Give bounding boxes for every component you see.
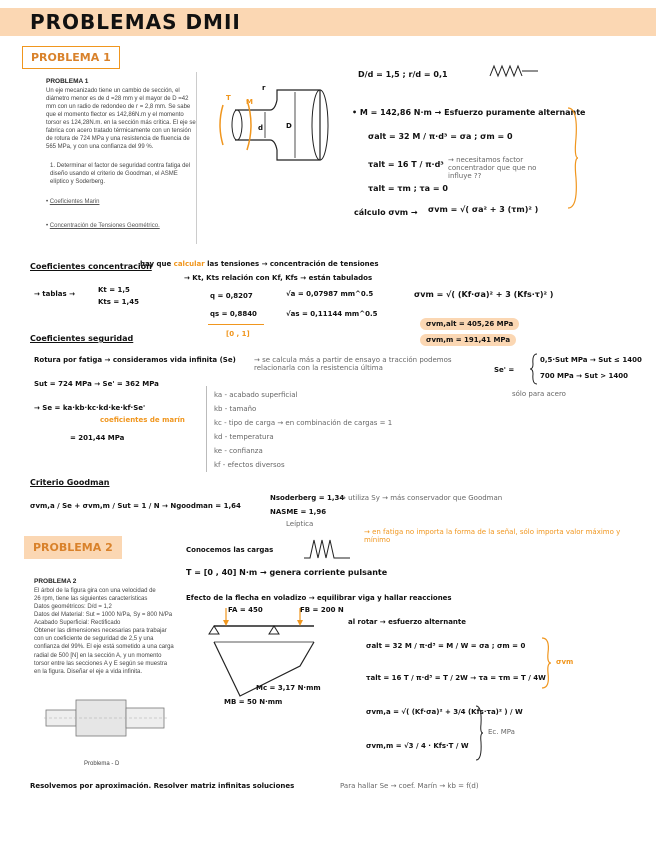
problem1-statement-block: PROBLEMA 1 Un eje mecanizado tiene un cambio de sección, el diámetro menor es de d =28 mm y el mayor de D =42 mm con un radio de redondeo de r = 2,8 mm. Se sabe que el momento flector es 142,86N.m y el momento torsor es 124,28N.m. en la sección más crítica. El eje se fabrica con acero tratado térmicamente con un tensión de rotura de 724 MPa y una resistencia de fluencia de 565 MPa, y con una confianza del 99 %. 1. Determinar el factor de seguridad contra fatiga del diseño usando el criterio de Goodman, el ASME elíptico y Soderberg. • Coeficientes Marin • Concentración de Tensiones Geométrico.: [46, 78, 196, 229]
problem2-tag: PROBLEMA 2: [24, 536, 122, 559]
factor-ka: ka - acabado superficial: [214, 391, 298, 399]
p1-ratios: D/d = 1,5 ; r/d = 0,1: [358, 70, 448, 79]
sut-line: Sut = 724 MPa → Se' = 362 MPa: [34, 380, 159, 388]
p2-force-b: FB = 200 N: [300, 606, 344, 614]
problem2-pdf-line-3: Datos geométricos: D/d = 1,2: [34, 603, 112, 610]
p2-svm-m: σvm,m = √3 / 4 · Kfs·T / W: [366, 742, 469, 750]
se-prime-case2: 700 MPa → Sut > 1400: [540, 372, 629, 380]
se-value: = 201,44 MPa: [70, 434, 125, 442]
soderberg-result: Nsoderberg = 1,34: [270, 494, 345, 502]
problem2-pdf-line-1: El árbol de la figura gira con una velocidad de: [34, 587, 156, 594]
p1-tau-alt: τalt = 16 T / π·d³: [368, 160, 444, 169]
factor-kf: kf - efectos diversos: [214, 461, 285, 469]
asme-note: Leíptica: [286, 520, 314, 528]
p1-sigma-alt: σalt = 32 M / π·d³ = σa ; σm = 0: [368, 132, 513, 141]
p2-side-note: → en fatiga no importa la forma de la señal, sólo importa valor máximo y mínimo: [364, 528, 621, 544]
solo-acero-note: sólo para acero: [512, 390, 566, 398]
problem1-pdf-task: 1. Determinar el factor de seguridad contra fatiga del diseño usando el criterio de Goodman, el ASME elíptico y Soderberg.: [50, 162, 191, 185]
p2-torque: T = [0 , 40] N·m → genera corriente pulsante: [186, 568, 388, 577]
sqrt-a-value: √a = 0,07987 mm^0.5: [286, 290, 374, 298]
p1-calc-label: cálculo σvm →: [354, 208, 418, 217]
qs-value: qs = 0,8840: [210, 310, 257, 318]
p1-svm-formula: σvm = √( σa² + 3 (τm)² ): [428, 205, 539, 214]
factor-kd: kd - temperatura: [214, 433, 274, 441]
pdf-divider: [196, 72, 197, 244]
concentration-heading: Coeficientes concentración: [30, 262, 152, 271]
figure-label-d: d: [258, 124, 264, 132]
kts-value: Kts = 1,45: [98, 298, 139, 306]
p2-alternating-note: al rotar → esfuerzo alternante: [348, 618, 466, 626]
safety-line1-note: → se calcula más a partir de ensayo a tracción podemos relacionarla con la resistencia última: [254, 356, 452, 372]
p2-moment-c: Mc = 3,17 N·mm: [256, 684, 321, 692]
factor-kc: kc - tipo de carga → en combinación de cargas = 1: [214, 419, 393, 427]
problem1-pdf-statement: Un eje mecanizado tiene un cambio de sección, el diámetro menor es de d =28 mm y el mayor de D =42 mm con un radio de redondeo de r = 2,8 mm. Se sabe que el momento flector es 142,86N.m y el momento torsor es 124,28N.m. en la sección más crítica. El eje se fabrica con acero tratado térmicamente con un tensión de rotura de 724 MPa y una resistencia de fluencia de 565 MPa, y con una confianza del 99 %.: [46, 87, 196, 151]
problem2-pdf-line-2: 26 rpm, tiene las siguientes características: [34, 595, 148, 602]
p1-tau-m: τalt = τm ; τa = 0: [368, 184, 448, 193]
shaft-figure: [225, 80, 335, 170]
p2-sigma-alt: σalt = 32 M / π·d³ = M / W = σa ; σm = 0: [366, 642, 526, 650]
problem2-pdf-line-4: Datos del Material: Sut = 1000 N/Pa, Sy = 800 N/Pa: [34, 612, 173, 619]
p1-brace: [566, 108, 580, 208]
goodman-formula: σvm,a / Se + σvm,m / Sut = 1 / N → Ngoodman = 1,64: [30, 502, 241, 510]
problem2-pdf-line-5: Acabado Superficial: Rectificado: [34, 620, 121, 627]
problem2-pdf-line-6: Obtener las dimensiones necesarias para trabajar con un coeficiente de seguridad de 2,5 y una confianza del 99%. El eje está sometido a una carga radial de 500 [N] en la sección A, y un momento torsor entre las secciones A y E según se muestra en la figura. Diseñar el eje a vida infinita.: [34, 628, 174, 675]
se-formula: → Se = ka·kb·kc·kd·ke·kf·Se': [34, 404, 146, 412]
marin-factors-list: [214, 388, 392, 472]
p2-flecha: Efecto de la flecha en voladizo → equilibrar viga y hallar reacciones: [186, 594, 452, 602]
svm-alt-result: σvm,alt = 405,26 MPa: [420, 318, 519, 330]
q-range-underline: [208, 324, 264, 325]
factor-ke: ke - confianza: [214, 447, 263, 455]
marin-note: coeficientes de marín: [100, 416, 185, 424]
p2-tau-alt: τalt = 16 T / π·d³ = T / 2W → τa = τm = T / 4W: [366, 674, 546, 682]
link-concentracion-tensiones[interactable]: Concentración de Tensiones Geométrico.: [49, 222, 160, 229]
alternating-wave-icon: [490, 64, 540, 80]
p2-known-loads: Conocemos las cargas: [186, 546, 274, 554]
p1-tau-note: → necesitamos factor concentrador que que no influye ??: [448, 156, 537, 180]
figure-label-T: T: [226, 94, 231, 102]
link-coeficientes-marin[interactable]: Coeficientes Marin: [49, 198, 100, 205]
se-prime-label: Se' =: [494, 366, 515, 374]
figure-label-D: D: [286, 122, 292, 130]
p2-footer-left: Resolvemos por aproximación. Resolver matriz infinitas soluciones: [30, 782, 295, 790]
q-value: q = 0,8207: [210, 292, 253, 300]
page-title: PROBLEMAS DMII: [30, 10, 241, 34]
safety-line1: Rotura por fatiga → consideramos vida infinita (Se): [34, 356, 236, 364]
concentration-note-post: las tensiones → concentración de tensiones: [207, 260, 379, 268]
problem2-pdf-heading: PROBLEMA 2: [34, 578, 77, 585]
kt-value: Kt = 1,5: [98, 286, 130, 294]
problem2-statement-block: [34, 578, 174, 676]
safety-heading: Coeficientes seguridad: [30, 334, 134, 343]
problem2-shaft-figure: [44, 688, 169, 748]
p1-moment: • M = 142,86 N·m → Esfuerzo puramente alternante: [352, 108, 586, 117]
figure-label-r: r: [262, 84, 266, 92]
figure-label-M: M: [246, 98, 253, 106]
problem1-tag: PROBLEMA 1: [22, 46, 120, 69]
se-prime-case1: 0,5·Sut MPa → Sut ≤ 1400: [540, 356, 642, 364]
q-range: [0 , 1]: [226, 330, 250, 338]
p2-force-a: FA = 450: [228, 606, 263, 614]
p2-brace: [540, 638, 552, 688]
kt-relation-line: → Kt, Kts relación con Kf, Kfs → están tabulados: [184, 274, 373, 282]
factor-kb: kb - tamaño: [214, 405, 257, 413]
problem2-caption: Problema - D: [84, 761, 120, 767]
svm-m-result: σvm,m = 191,41 MPa: [420, 334, 516, 346]
soderberg-note: → utiliza Sy → más conservador que Goodman: [340, 494, 503, 502]
p2-brace-2: [474, 706, 484, 760]
pulsating-wave-icon: [304, 538, 354, 560]
p2-svm-label: σvm: [556, 658, 574, 666]
factors-divider: [206, 386, 207, 472]
goodman-heading: Criterio Goodman: [30, 478, 110, 487]
p2-svm-a: σvm,a = √( (Kf·σa)² + 3/4 (Kfs·τa)² ) / W: [366, 708, 523, 716]
p2-footer-right: Para hallar Se → coef. Marín → kb = f(d): [340, 782, 479, 790]
se-prime-brace: [530, 354, 538, 384]
concentration-note: [140, 260, 379, 268]
problem1-pdf-heading: PROBLEMA 1: [46, 78, 89, 85]
concentration-note-pre: hay que: [140, 260, 172, 268]
p2-ec-label: Ec. MPa: [488, 728, 515, 736]
p2-moment-b: MB = 50 N·mm: [224, 698, 283, 706]
concentration-note-highlight: calcular: [173, 260, 205, 268]
svm-full-formula: σvm = √( (Kf·σa)² + 3 (Kfs·τ)² ): [414, 290, 554, 299]
sqrt-as-value: √as = 0,11144 mm^0.5: [286, 310, 378, 318]
tablas-label: → tablas →: [34, 290, 75, 298]
asme-result: NASME = 1,96: [270, 508, 327, 516]
